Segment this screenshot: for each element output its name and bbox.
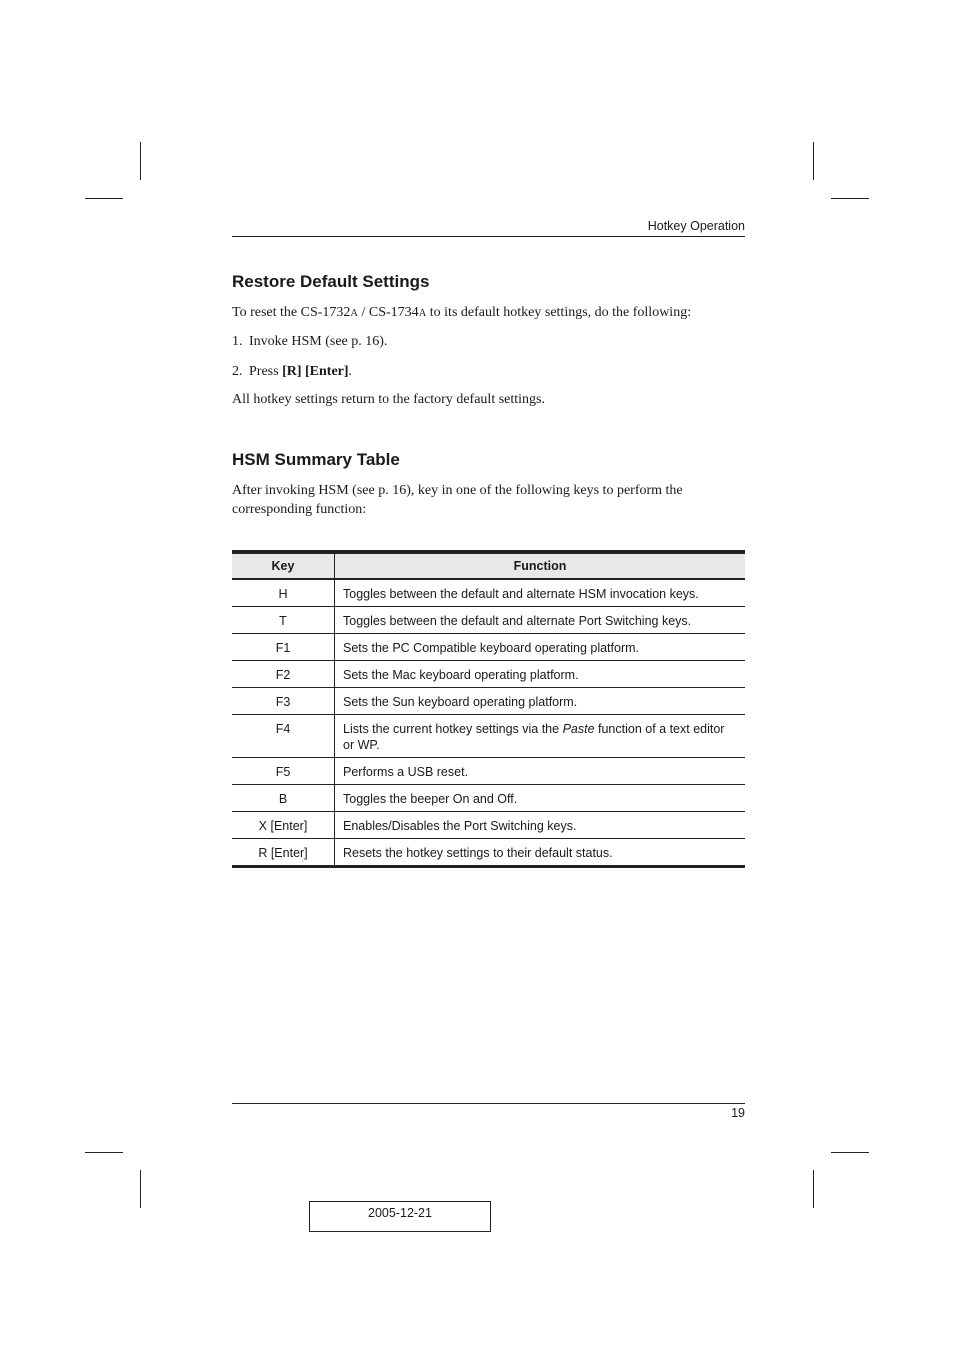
table-row [232,661,745,688]
running-header: Hotkey Operation [647,219,745,233]
function-cell: Sets the PC Compatible keyboard operating platform. [335,634,746,661]
table-row [232,607,745,634]
restore-result: All hotkey settings return to the factory default settings. [232,392,545,407]
restore-step-2: 2. Press [R] [Enter]. [232,364,353,379]
crop-mark [813,142,814,180]
key-cell: F2 [232,661,335,688]
crop-mark [140,142,141,180]
table-row [232,634,745,661]
summary-intro: After invoking HSM (see p. 16), key in one of the following keys to perform the corresponding function: [232,483,683,517]
crop-mark [831,1152,869,1153]
table-row [232,579,745,607]
function-cell: Lists the current hotkey settings via the Paste function of a text editor or WP. [335,715,746,758]
footer-rule [232,1103,745,1104]
header-rule [232,236,745,237]
function-cell: Performs a USB reset. [335,758,746,785]
table-row [232,715,745,758]
key-cell: F3 [232,688,335,715]
function-cell: Toggles the beeper On and Off. [335,785,746,812]
restore-intro: To reset the CS-1732A / CS-1734A to its default hotkey settings, do the following: [232,305,692,320]
function-cell: Sets the Mac keyboard operating platform. [335,661,746,688]
table-row [232,688,745,715]
key-cell: F5 [232,758,335,785]
key-cell: F4 [232,715,335,758]
key-cell: X [Enter] [232,812,335,839]
key-cell: H [232,579,335,607]
key-cell: B [232,785,335,812]
hsm-summary-table [232,550,745,868]
restore-title: Restore Default Settings [232,272,430,291]
key-cell: T [232,607,335,634]
page-number: 19 [731,1106,745,1120]
crop-mark [85,198,123,199]
key-cell: F1 [232,634,335,661]
crop-mark [813,1170,814,1208]
crop-mark [831,198,869,199]
function-cell: Resets the hotkey settings to their default status. [335,839,746,867]
table-row [232,812,745,839]
function-cell: Toggles between the default and alternate HSM invocation keys. [343,587,699,601]
function-cell: Enables/Disables the Port Switching keys. [335,812,746,839]
table-row [232,758,745,785]
key-cell: R [Enter] [232,839,335,867]
print-date-box: 2005-12-21 [309,1201,491,1232]
table-header-row [232,552,745,579]
crop-mark [140,1170,141,1208]
table-row [232,785,745,812]
crop-mark [85,1152,123,1153]
function-cell: Sets the Sun keyboard operating platform. [335,688,746,715]
column-header-key: Key [232,552,335,579]
restore-step-1: 1. Invoke HSM (see p. 16). [232,334,388,349]
column-header-function: Function [335,552,746,579]
table-row [232,839,745,867]
summary-title: HSM Summary Table [232,450,400,469]
function-cell: Toggles between the default and alternate Port Switching keys. [335,607,746,634]
